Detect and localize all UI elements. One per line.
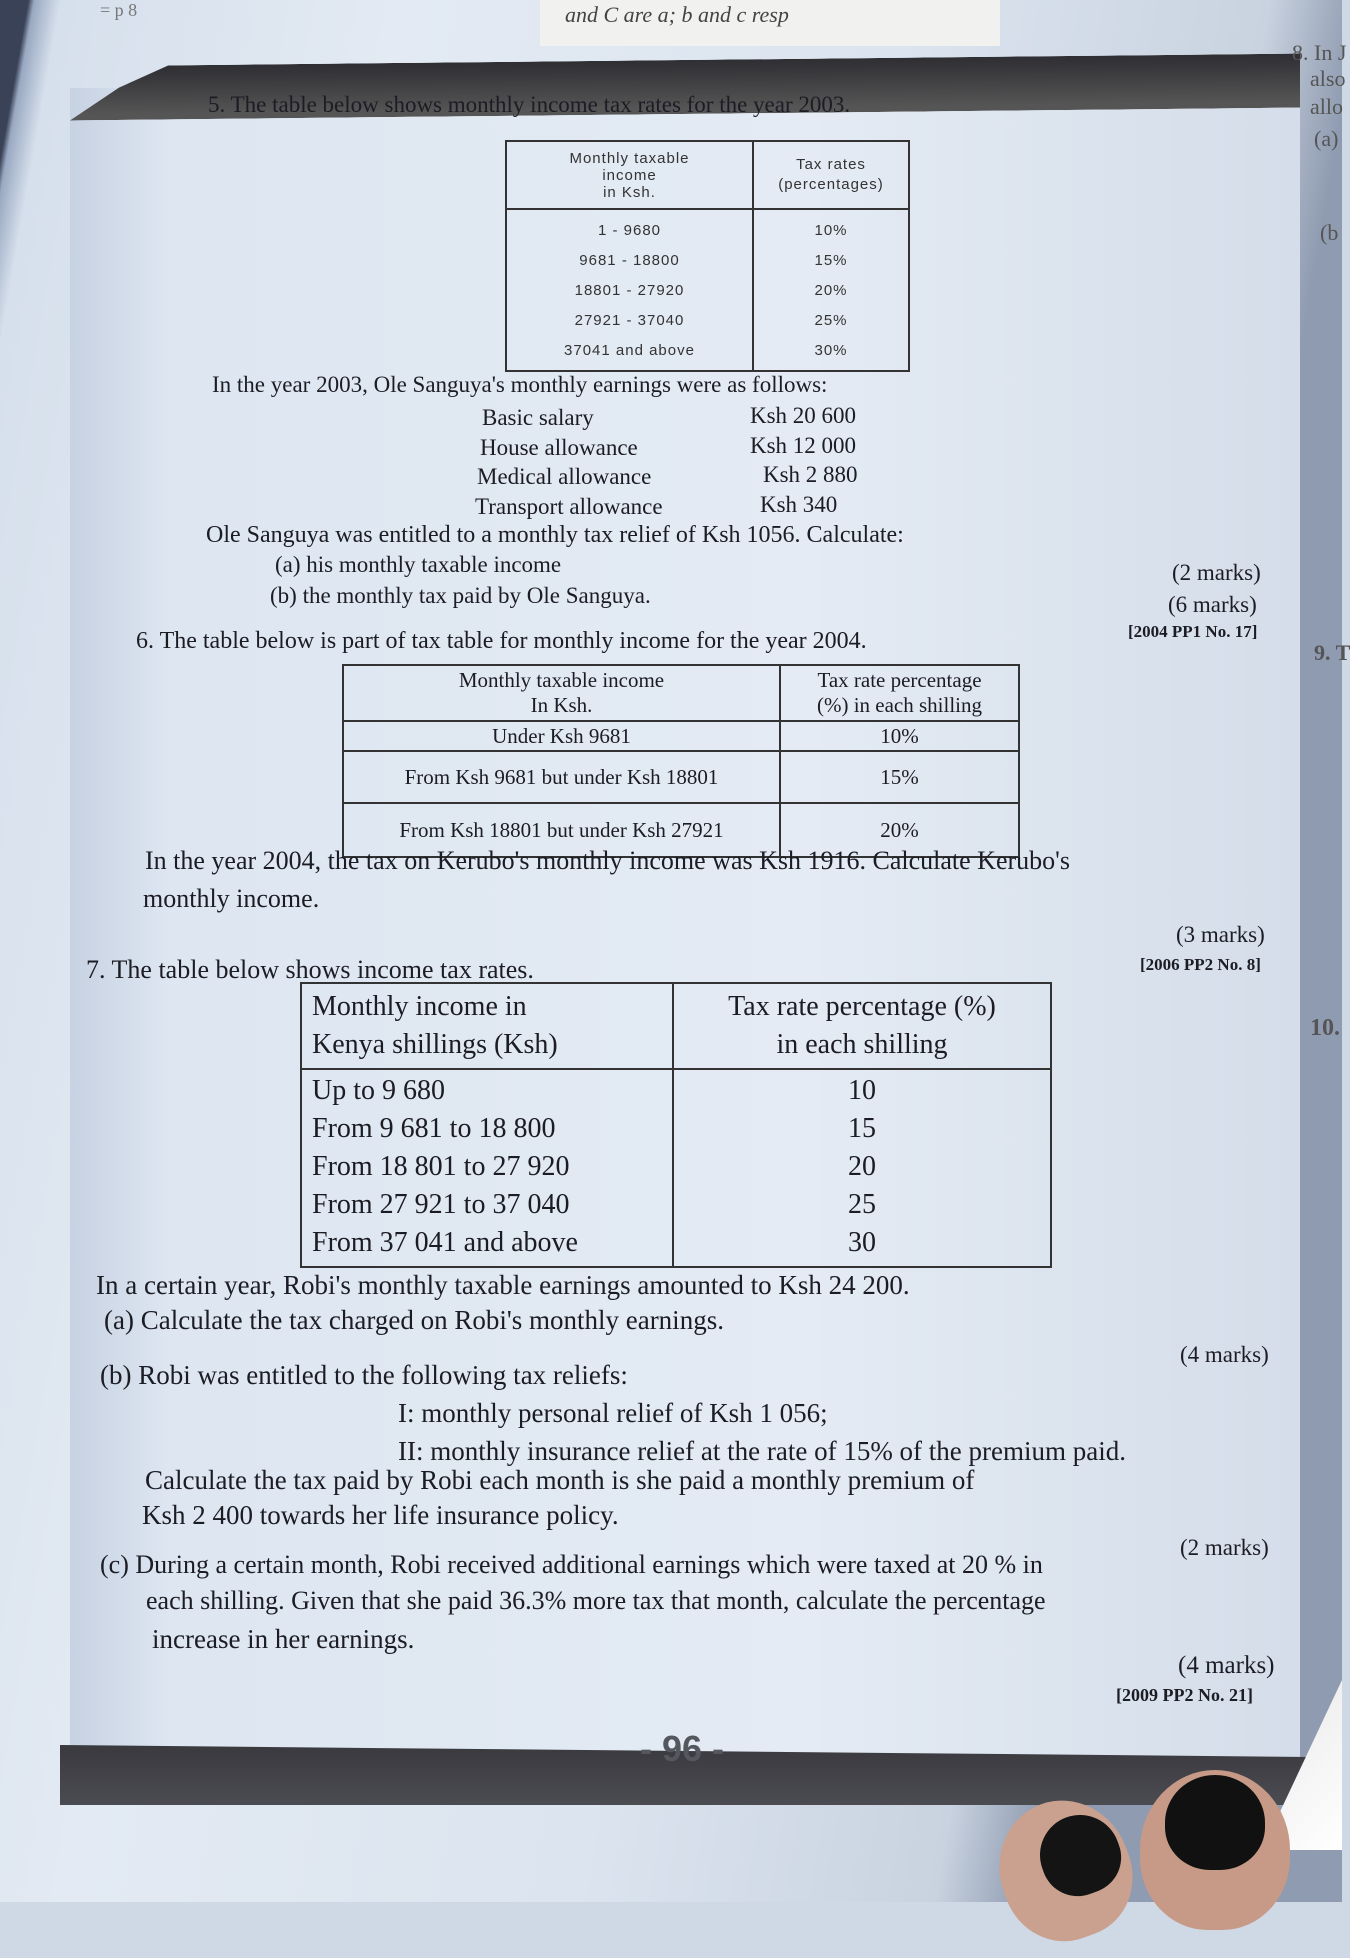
q7-part-b-question-1: Calculate the tax paid by Robi each month is she paid a monthly premium of bbox=[145, 1465, 975, 1495]
header-text: Monthly taxable income bbox=[458, 668, 665, 692]
q7-part-b-question-2: Ksh 2 400 towards her life insurance policy. bbox=[142, 1500, 619, 1530]
cell-text: 20% bbox=[814, 282, 848, 299]
earning-amount: Ksh 20 600 bbox=[750, 403, 857, 428]
cell-text: 10 bbox=[848, 1075, 876, 1106]
q5-part-b: (b) the monthly tax paid by Ole Sanguya. bbox=[270, 583, 651, 608]
table-header-row bbox=[301, 983, 1051, 1069]
cell-text: 25% bbox=[814, 312, 848, 329]
cell-text: Up to 9 680 bbox=[312, 1075, 445, 1106]
source-reference: [2006 PP2 No. 8] bbox=[1140, 955, 1261, 974]
table-header-row bbox=[506, 141, 909, 209]
q5-header-income bbox=[506, 141, 753, 209]
cell-text: 25 bbox=[848, 1189, 876, 1220]
q7-tax-table bbox=[300, 982, 1052, 1268]
source-reference: [2004 PP1 No. 17] bbox=[1128, 622, 1258, 641]
right-margin-text: 8. In J bbox=[1292, 40, 1347, 65]
cell-text: 30 bbox=[848, 1227, 876, 1258]
header-text: Monthly income in bbox=[312, 991, 527, 1022]
q6-intro: 6. The table below is part of tax table for monthly income for the year 2004. bbox=[136, 628, 867, 654]
q5-earnings-intro: In the year 2003, Ole Sanguya's monthly earnings were as follows: bbox=[212, 372, 828, 397]
cell-text: From 27 921 to 37 040 bbox=[312, 1189, 570, 1220]
income-cell: From Ksh 18801 but under Ksh 27921 bbox=[343, 803, 780, 857]
right-margin-text: (a) bbox=[1314, 126, 1339, 151]
cell-text: 10% bbox=[814, 222, 848, 239]
earning-label: Transport allowance bbox=[475, 494, 663, 519]
cell-text: 20 bbox=[848, 1151, 876, 1182]
q5-part-a: (a) his monthly taxable income bbox=[275, 552, 562, 577]
cell-text: 15% bbox=[814, 252, 848, 269]
cell-text: From 37 041 and above bbox=[312, 1227, 578, 1258]
q6-question-line2: monthly income. bbox=[143, 884, 320, 913]
marks-label: (4 marks) bbox=[1178, 1652, 1275, 1679]
table-row bbox=[301, 1069, 1051, 1267]
right-page-margin bbox=[1290, 30, 1350, 1530]
cell-text: From 9 681 to 18 800 bbox=[312, 1113, 556, 1144]
cell-text: 37041 and above bbox=[564, 342, 695, 359]
header-text: Tax rates bbox=[796, 156, 866, 173]
rate-cell: 20% bbox=[780, 803, 1019, 857]
q7-header-rate bbox=[673, 983, 1051, 1069]
earning-label: Medical allowance bbox=[477, 464, 652, 489]
income-cell bbox=[506, 209, 753, 366]
q7-part-c-line1: (c) During a certain month, Robi received additional earnings which were taxed at 20 % in bbox=[100, 1550, 1043, 1579]
earning-amount: Ksh 2 880 bbox=[763, 462, 858, 487]
q7-header-income bbox=[301, 983, 673, 1069]
rate-cell bbox=[673, 1069, 1051, 1267]
cell-text: 1 - 9680 bbox=[597, 222, 662, 239]
rate-cell: 15% bbox=[780, 751, 1019, 803]
earning-label: Basic salary bbox=[482, 405, 594, 430]
earning-amount: Ksh 340 bbox=[760, 492, 838, 517]
q5-header-rate bbox=[753, 141, 909, 209]
cell-text: From 18 801 to 27 920 bbox=[312, 1151, 570, 1182]
cell-text: 9681 - 18800 bbox=[579, 252, 680, 269]
q7-earnings: In a certain year, Robi's monthly taxable earnings amounted to Ksh 24 200. bbox=[96, 1270, 910, 1300]
marks-label: (2 marks) bbox=[1180, 1535, 1269, 1560]
q7-relief-2: II: monthly insurance relief at the rate of 15% of the premium paid. bbox=[398, 1436, 1126, 1466]
source-reference: [2009 PP2 No. 21] bbox=[1116, 1685, 1253, 1705]
right-margin-text: allo bbox=[1310, 94, 1343, 119]
header-text: Tax rate percentage bbox=[817, 668, 982, 692]
table-row bbox=[343, 751, 1019, 803]
income-cell bbox=[301, 1069, 673, 1267]
right-margin-text: 9. T bbox=[1314, 640, 1350, 665]
header-text: Monthly taxable bbox=[569, 149, 690, 167]
q7-intro: 7. The table below shows income tax rates. bbox=[86, 955, 534, 984]
q7-part-b: (b) Robi was entitled to the following tax reliefs: bbox=[100, 1360, 628, 1390]
table-foot bbox=[753, 366, 909, 371]
cell-text: 27921 - 37040 bbox=[574, 312, 685, 329]
header-text: (percentages) bbox=[778, 176, 884, 193]
marks-label: (3 marks) bbox=[1176, 922, 1265, 947]
header-text: in Ksh. bbox=[603, 183, 656, 201]
q7-part-c-line2: each shilling. Given that she paid 36.3% more tax that month, calculate the percentage bbox=[146, 1586, 1046, 1615]
income-cell: Under Ksh 9681 bbox=[343, 721, 780, 751]
rate-cell bbox=[753, 209, 909, 366]
q5-intro: 5. The table below shows monthly income tax rates for the year 2003. bbox=[208, 92, 851, 117]
q5-tax-table bbox=[505, 140, 910, 372]
table-row bbox=[343, 721, 1019, 751]
q6-tax-table bbox=[342, 664, 1020, 858]
marks-label: (2 marks) bbox=[1172, 560, 1261, 585]
marks-label: (4 marks) bbox=[1180, 1342, 1269, 1367]
right-margin-text: 10. bbox=[1310, 1015, 1340, 1041]
top-left-scrap: = p 8 bbox=[100, 0, 138, 20]
header-text: Tax rate percentage (%) bbox=[728, 991, 996, 1022]
q6-header-income bbox=[343, 665, 780, 721]
right-margin-text: (b bbox=[1320, 220, 1339, 245]
q7-part-a: (a) Calculate the tax charged on Robi's monthly earnings. bbox=[104, 1305, 724, 1335]
rate-cell: 10% bbox=[780, 721, 1019, 751]
q6-question-line1: In the year 2004, the tax on Kerubo's monthly income was Ksh 1916. Calculate Kerubo's bbox=[145, 846, 1070, 875]
cell-text: 15 bbox=[848, 1113, 876, 1144]
income-cell: From Ksh 9681 but under Ksh 18801 bbox=[343, 751, 780, 803]
table-row bbox=[506, 209, 909, 366]
painted-nail-right bbox=[1165, 1775, 1265, 1870]
header-text: (%) in each shilling bbox=[816, 693, 983, 717]
header-text: in each shilling bbox=[776, 1029, 948, 1060]
page-number: - 96 - bbox=[640, 1728, 725, 1769]
right-margin-text: also bbox=[1310, 66, 1346, 91]
earning-label: House allowance bbox=[480, 435, 638, 460]
q7-relief-1: I: monthly personal relief of Ksh 1 056; bbox=[398, 1398, 828, 1428]
cell-text: 18801 - 27920 bbox=[574, 282, 685, 299]
table-header-row bbox=[343, 665, 1019, 721]
header-text: income bbox=[602, 166, 657, 184]
cell-text: 30% bbox=[814, 342, 848, 359]
header-text: In Ksh. bbox=[530, 693, 593, 717]
marks-label: (6 marks) bbox=[1168, 592, 1257, 617]
earning-amount: Ksh 12 000 bbox=[750, 433, 857, 458]
q7-part-c-line3: increase in her earnings. bbox=[152, 1624, 415, 1654]
q6-header-rate bbox=[780, 665, 1019, 721]
q5-relief: Ole Sanguya was entitled to a monthly tax relief of Ksh 1056. Calculate: bbox=[206, 522, 904, 548]
table-foot bbox=[506, 366, 753, 371]
header-text: Kenya shillings (Ksh) bbox=[312, 1029, 558, 1060]
top-sheet-scrap: and C are a; b and c resp bbox=[540, 0, 1000, 46]
